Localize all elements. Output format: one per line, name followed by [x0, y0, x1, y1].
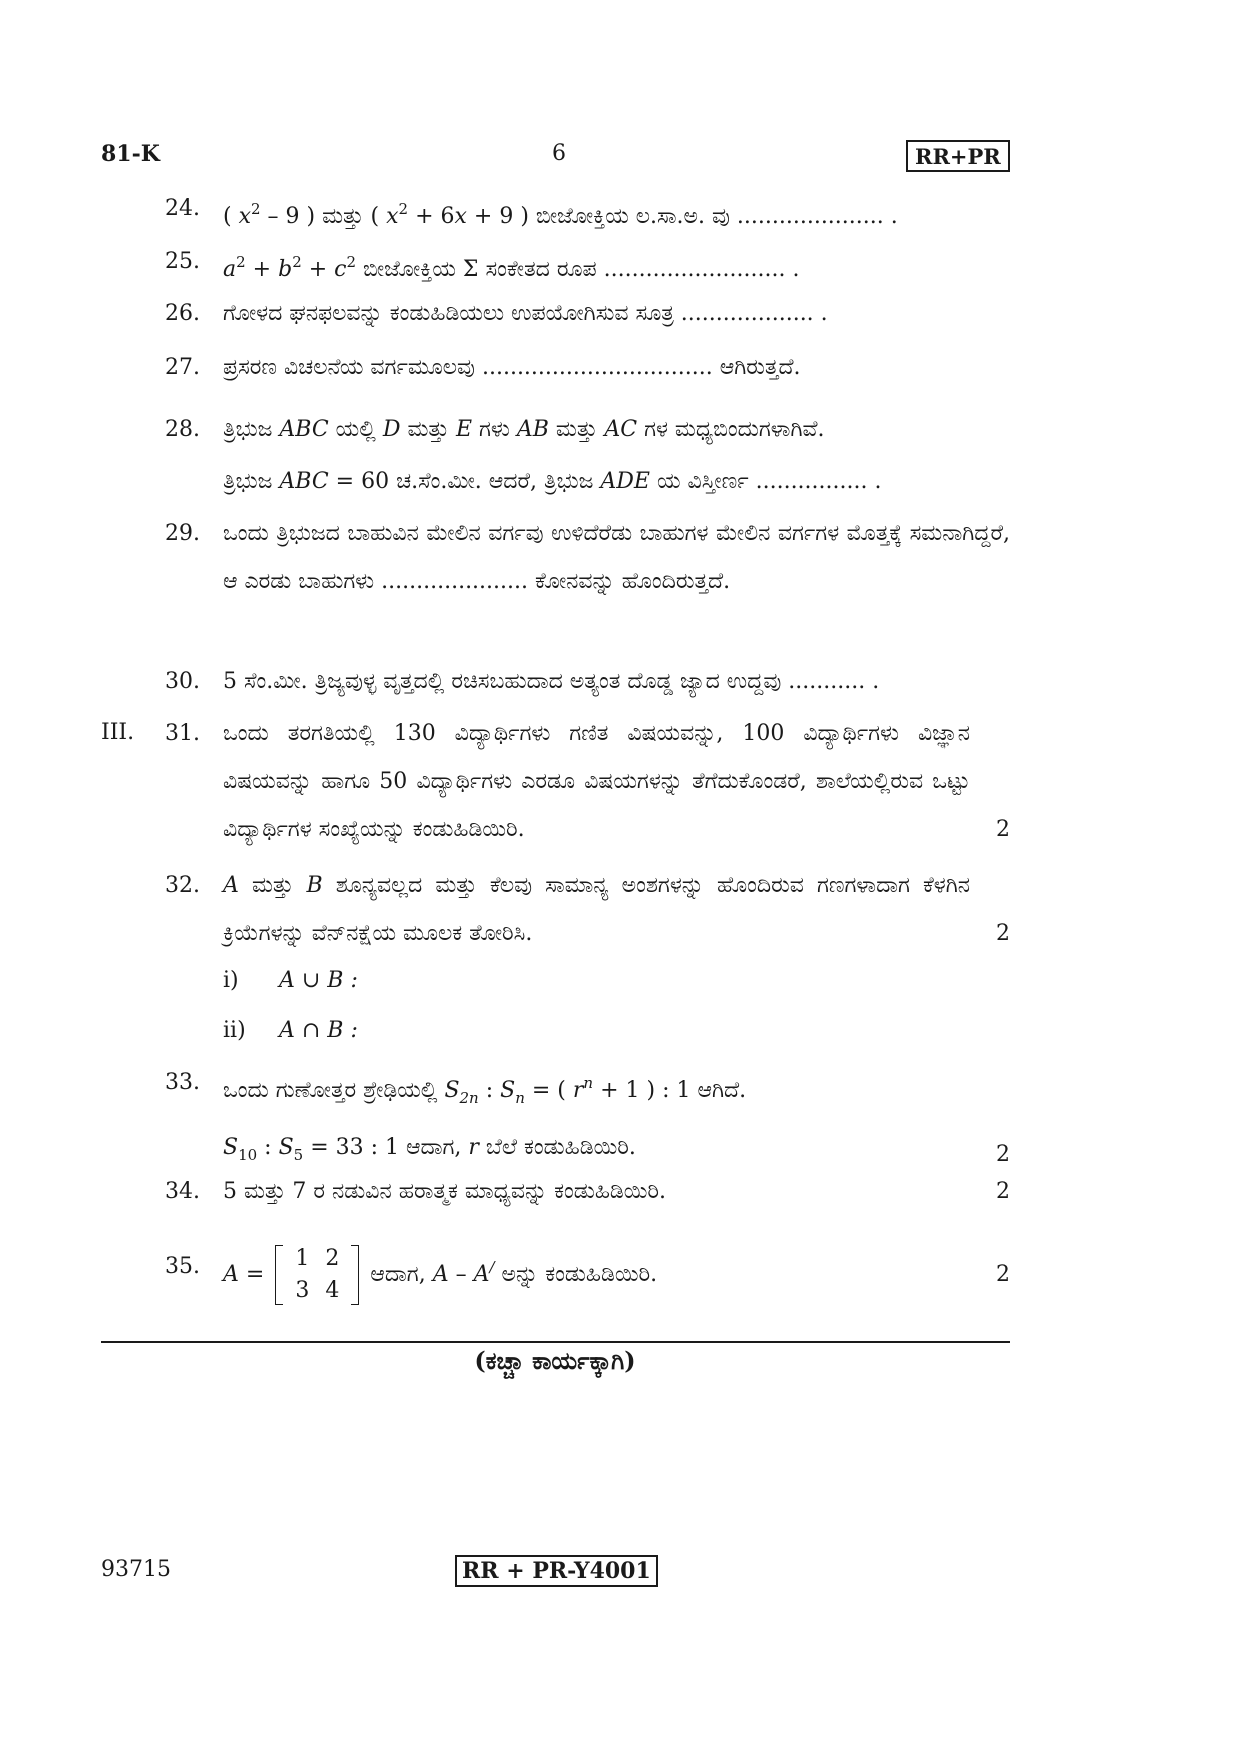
- question-25: [165, 240, 1010, 292]
- marks: 2: [996, 817, 1010, 842]
- question-text: A = 1 2 3 4 ಆದಾಗ, A – A/ ಅನ್ನು ಕಂಡುಹಿಡಿಯಿರಿ.: [223, 1228, 1010, 1314]
- question-number: 26.: [165, 301, 200, 326]
- question-number: 32.: [165, 873, 200, 898]
- marks: 2: [996, 1179, 1010, 1204]
- question-number: 33.: [165, 1070, 200, 1095]
- divider-rule: [101, 1341, 1010, 1343]
- question-text: ( $x^2 - 9$ ) ಮತ್ತು ( $x^2 + 6x + 9$ ) ಬೀಜೋಕ್ತಿಯ ಲ.ಸಾ.ಅ. ವು ..................... .: [223, 200, 898, 229]
- sub-question-intersection: ii) A ∩ B :: [223, 1018, 358, 1043]
- question-31: [165, 710, 1010, 854]
- question-26: [165, 292, 1010, 336]
- matrix: 1 2 3 4: [275, 1243, 359, 1307]
- sub-question-union: i) A ∪ B :: [223, 968, 358, 993]
- question-number: 28.: [165, 417, 200, 442]
- question-32: [165, 862, 1010, 958]
- question-number: 31.: [165, 721, 200, 746]
- question-text: ಗೋಳದ ಘನಫಲವನ್ನು ಕಂಡುಹಿಡಿಯಲು ಉಪಯೋಗಿಸುವ ಸೂತ್ರ ................... .: [223, 301, 828, 326]
- question-number: 24.: [165, 196, 200, 221]
- serial-number: 93715: [101, 1557, 171, 1582]
- question-35: [165, 1228, 1010, 1314]
- page-number: 6: [552, 141, 566, 166]
- marks: 2: [996, 1262, 1010, 1287]
- question-text: 5 ಸೆಂ.ಮೀ. ತ್ರಿಜ್ಯವುಳ್ಳ ವೃತ್ತದಲ್ಲಿ ರಚಿಸಬಹುದಾದ ಅತ್ಯಂತ ದೊಡ್ಡ ಜ್ಯಾದ ಉದ್ದವು ........... .: [223, 669, 880, 694]
- question-24: [165, 187, 1010, 239]
- question-number: 29.: [165, 521, 200, 546]
- question-29: [165, 510, 1010, 606]
- question-text: ಪ್ರಸರಣ ವಿಚಲನೆಯ ವರ್ಗಮೂಲವು ................................. ಆಗಿರುತ್ತದೆ.: [223, 355, 801, 380]
- paper-version-box: RR+PR: [906, 140, 1010, 172]
- question-text: ಒಂದು ಗುಣೋತ್ತರ ಶ್ರೇಢಿಯಲ್ಲಿ $S_{2n}$ : $S_n$ = ( $r^n + 1$ ) : 1 ಆಗಿದೆ. $S_{10}$ : $S_5 = 33$ : 1 ಆದಾಗ, r ಬೆಲೆ ಕಂಡುಹಿಡಿಯಿರಿ.: [223, 1074, 747, 1164]
- question-number: 34.: [165, 1179, 200, 1204]
- rough-work-heading: (ಕಚ್ಚಾ ಕಾರ್ಯಕ್ಕಾಗಿ): [474, 1346, 636, 1375]
- question-30: [165, 660, 1010, 704]
- marks: 2: [996, 1142, 1010, 1167]
- question-33: [165, 1058, 1010, 1180]
- marks: 2: [996, 921, 1010, 946]
- question-number: 35.: [165, 1254, 200, 1279]
- question-number: 25.: [165, 249, 200, 274]
- question-text: ಒಂದು ತರಗತಿಯಲ್ಲಿ 130 ವಿದ್ಯಾರ್ಥಿಗಳು ಗಣಿತ ವಿಷಯವನ್ನು, 100 ವಿದ್ಯಾರ್ಥಿಗಳು ವಿಜ್ಞಾನ ವಿಷಯವನ್ನು ಹಾಗೂ 50 ವಿದ್ಯಾರ್ಥಿಗಳು ಎರಡೂ ವಿಷಯಗಳನ್ನು ತೆಗೆದುಕೊಂಡರೆ, ಶಾಲೆಯಲ್ಲಿರುವ ಒಟ್ಟು ವಿದ್ಯಾರ್ಥಿಗಳ ಸಂಖ್ಯೆಯನ್ನು ಕಂಡುಹಿಡಿಯಿರಿ.: [223, 721, 970, 842]
- question-text: 5 ಮತ್ತು 7 ರ ನಡುವಿನ ಹರಾತ್ಮಕ ಮಾಧ್ಯವನ್ನು ಕಂಡುಹಿಡಿಯಿರಿ.: [223, 1179, 667, 1204]
- question-number: 27.: [165, 355, 200, 380]
- question-27: [165, 346, 1010, 390]
- question-text: ತ್ರಿಭುಜ ABC ಯಲ್ಲಿ D ಮತ್ತು E ಗಳು AB ಮತ್ತು AC ಗಳ ಮಧ್ಯಬಿಂದುಗಳಾಗಿವೆ. ತ್ರಿಭುಜ ABC = 60 ಚ.ಸೆಂ.ಮೀ. ಆದರೆ, ತ್ರಿಭುಜ ADE ಯ ವಿಸ್ತೀರ್ಣ ................ .: [223, 417, 882, 494]
- question-text: A ಮತ್ತು B ಶೂನ್ಯವಲ್ಲದ ಮತ್ತು ಕೆಲವು ಸಾಮಾನ್ಯ ಅಂಶಗಳನ್ನು ಹೊಂದಿರುವ ಗಣಗಳಾದಾಗ ಕೆಳಗಿನ ಕ್ರಿಯೆಗಳನ್ನು ವೆನ್‌ನಕ್ಷೆಯ ಮೂಲಕ ತೋರಿಸಿ.: [223, 873, 971, 946]
- question-text: $a^2 + b^2 + c^2$ ಬೀಜೋಕ್ತಿಯ Σ ಸಂಕೇತದ ರೂಪ .......................... .: [223, 253, 800, 282]
- paper-code: 81-K: [101, 141, 160, 167]
- question-34: [165, 1170, 1010, 1214]
- question-text: ಒಂದು ತ್ರಿಭುಜದ ಬಾಹುವಿನ ಮೇಲಿನ ವರ್ಗವು ಉಳಿದೆರೆಡು ಬಾಹುಗಳ ಮೇಲಿನ ವರ್ಗಗಳ ಮೊತ್ತಕ್ಕೆ ಸಮನಾಗಿದ್ದರೆ, ಆ ಎರಡು ಬಾಹುಗಳು ..................... ಕೋನವನ್ನು ಹೊಂದಿರುತ್ತದೆ.: [223, 521, 1010, 594]
- question-28: [165, 404, 1010, 508]
- section-label: III.: [101, 720, 135, 745]
- question-number: 30.: [165, 669, 200, 694]
- footer-code-box: RR + PR-Y4001: [455, 1555, 658, 1587]
